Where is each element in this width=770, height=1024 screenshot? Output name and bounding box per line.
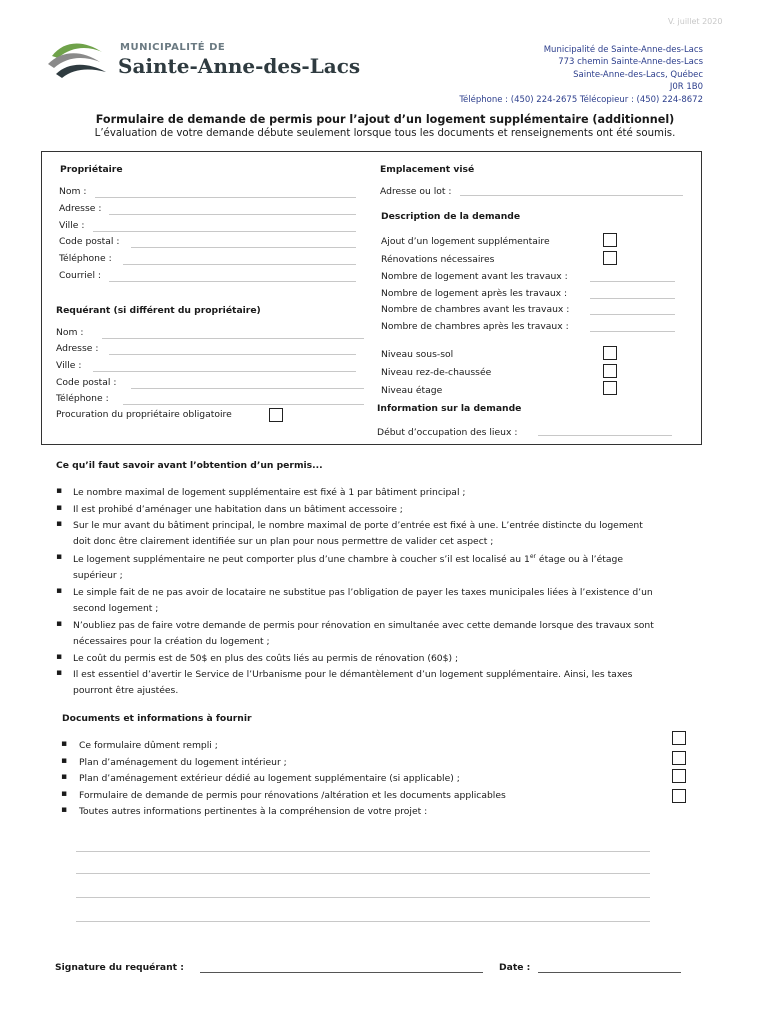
logo-line-1: MUNICIPALITÉ DE [120, 42, 226, 53]
bullet-icon: ▪ [61, 756, 68, 766]
bullet-icon: ▪ [56, 486, 63, 496]
signature-field[interactable] [200, 972, 483, 973]
applicant-proxy-label: Procuration du propriétaire obligatoire [56, 409, 232, 420]
owner-address-label: Adresse : [59, 203, 102, 214]
ground-checkbox[interactable] [603, 364, 617, 378]
doc-checkbox-3[interactable] [672, 769, 686, 783]
know-item: N’oubliez pas de faire votre demande de permis pour rénovation en simultanée avec cette demande lorsque des travaux sont [73, 620, 654, 631]
applicant-city-field[interactable] [93, 371, 356, 372]
notes-line-4[interactable] [76, 921, 650, 922]
form-subtitle: L’évaluation de votre demande débute seulement lorsque tous les documents et renseignements ont été soumis. [94, 128, 676, 139]
start-date-field[interactable] [538, 435, 672, 436]
applicant-phone-field[interactable] [123, 404, 364, 405]
know-item-cont: nécessaires pour la création du logement ; [73, 636, 270, 647]
add-unit-label: Ajout d’un logement supplémentaire [381, 236, 550, 247]
bullet-icon: ▪ [56, 668, 63, 678]
owner-name-field[interactable] [95, 197, 356, 198]
owner-postal-field[interactable] [131, 247, 356, 248]
date-label: Date : [499, 962, 531, 973]
doc-item: Plan d’aménagement extérieur dédié au logement supplémentaire (si applicable) ; [79, 773, 460, 784]
address-line-1: Municipalité de Sainte-Anne-des-Lacs [543, 45, 703, 55]
applicant-name-field[interactable] [102, 338, 364, 339]
notes-line-1[interactable] [76, 851, 650, 852]
address-line-5: Téléphone : (450) 224-2675 Télécopieur : (450) 224-8672 [459, 94, 703, 105]
owner-name-label: Nom : [59, 186, 87, 197]
applicant-postal-field[interactable] [131, 388, 364, 389]
location-address-label: Adresse ou lot : [380, 186, 452, 197]
owner-city-field[interactable] [93, 231, 356, 232]
units-after-field[interactable] [590, 298, 675, 299]
know-item: Il est prohibé d’aménager une habitation dans un bâtiment accessoire ; [73, 504, 403, 515]
owner-phone-field[interactable] [123, 264, 356, 265]
doc-item: Toutes autres informations pertinentes à la compréhension de votre projet : [79, 806, 428, 817]
doc-item: Plan d’aménagement du logement intérieur ; [79, 757, 287, 768]
description-heading: Description de la demande [381, 211, 521, 222]
owner-address-field[interactable] [109, 214, 356, 215]
bullet-icon: ▪ [56, 586, 63, 596]
doc-item: Formulaire de demande de permis pour rénovations /altération et les documents applicables [79, 790, 506, 801]
superscript: er [529, 553, 536, 560]
renovations-checkbox[interactable] [603, 251, 617, 265]
bullet-icon: ▪ [56, 519, 63, 529]
know-item: Le simple fait de ne pas avoir de locataire ne substitue pas l’obligation de payer les taxes municipales liées à l’existence d’un [73, 587, 653, 598]
know-item: Sur le mur avant du bâtiment principal, le nombre maximal de porte d’entrée est fixé à une. L’entrée distincte du logement [73, 520, 643, 531]
location-heading: Emplacement visé [380, 164, 475, 175]
municipality-logo [44, 38, 384, 84]
know-heading: Ce qu’il faut savoir avant l’obtention d’un permis... [56, 460, 323, 471]
owner-phone-label: Téléphone : [59, 253, 112, 264]
proxy-checkbox[interactable] [269, 408, 283, 422]
owner-heading: Propriétaire [60, 164, 123, 175]
know-item-cont: pourront être ajustées. [73, 685, 179, 696]
notes-line-2[interactable] [76, 873, 650, 874]
address-line-2: 773 chemin Sainte-Anne-des-Lacs [558, 57, 703, 68]
know-item-cont: second logement ; [73, 603, 159, 614]
units-after-label: Nombre de logement après les travaux : [381, 288, 568, 299]
address-line-4: J0R 1B0 [669, 82, 703, 93]
know-item [73, 553, 623, 565]
renovations-label: Rénovations nécessaires [381, 254, 495, 265]
applicant-heading: Requérant (si différent du propriétaire) [56, 305, 261, 316]
bullet-icon: ▪ [56, 619, 63, 629]
basement-checkbox[interactable] [603, 346, 617, 360]
rooms-before-field[interactable] [590, 314, 675, 315]
applicant-postal-label: Code postal : [56, 377, 117, 388]
applicant-phone-label: Téléphone : [56, 393, 109, 404]
bullet-icon: ▪ [56, 503, 63, 513]
doc-item: Ce formulaire dûment rempli ; [79, 740, 218, 751]
add-unit-checkbox[interactable] [603, 233, 617, 247]
know-item-cont: supérieur ; [73, 570, 123, 581]
applicant-address-label: Adresse : [56, 343, 99, 354]
address-line-3: Sainte-Anne-des-Lacs, Québec [573, 69, 703, 80]
owner-postal-label: Code postal : [59, 236, 120, 247]
form-title: Formulaire de demande de permis pour l’ajout d’un logement supplémentaire (additionnel) [95, 113, 675, 126]
applicant-name-label: Nom : [56, 327, 84, 338]
start-date-label: Début d’occupation des lieux : [377, 427, 518, 438]
know-item-part: étage ou à l’étage [536, 554, 623, 566]
location-address-field[interactable] [460, 195, 683, 196]
units-before-label: Nombre de logement avant les travaux : [381, 271, 568, 282]
owner-email-field[interactable] [109, 281, 356, 282]
docs-heading: Documents et informations à fournir [62, 713, 252, 724]
know-item: Le coût du permis est de 50$ en plus des coûts liés au permis de rénovation (60$) ; [73, 653, 459, 664]
municipality-address [459, 44, 703, 106]
doc-checkbox-1[interactable] [672, 731, 686, 745]
floor-checkbox[interactable] [603, 381, 617, 395]
bullet-icon: ▪ [56, 552, 63, 562]
rooms-before-label: Nombre de chambres avant les travaux : [381, 304, 570, 315]
rooms-after-label: Nombre de chambres après les travaux : [381, 321, 569, 332]
bullet-icon: ▪ [61, 739, 68, 749]
units-before-field[interactable] [590, 281, 675, 282]
bullet-icon: ▪ [56, 652, 63, 662]
bullet-icon: ▪ [61, 772, 68, 782]
bullet-icon: ▪ [61, 789, 68, 799]
know-item-part: Le logement supplémentaire ne peut comporter plus d’une chambre à coucher s’il est localisé au 1 [73, 554, 530, 566]
doc-checkbox-2[interactable] [672, 751, 686, 765]
ground-label: Niveau rez-de-chaussée [381, 367, 492, 378]
wave-logo-icon [44, 38, 110, 80]
know-item: Le nombre maximal de logement supplémentaire est fixé à 1 par bâtiment principal ; [73, 487, 466, 498]
applicant-address-field[interactable] [109, 354, 356, 355]
bullet-icon: ▪ [61, 805, 68, 815]
know-item: Il est essentiel d’avertir le Service de l’Urbanisme pour le démantèlement d’un logement supplémentaire. Ainsi, les taxes [73, 669, 633, 680]
rooms-after-field[interactable] [590, 331, 675, 332]
know-item-cont: doit donc être clairement identifiée sur un plan pour nous permettre de valider cet aspect ; [73, 536, 494, 547]
owner-email-label: Courriel : [59, 270, 102, 281]
date-field[interactable] [538, 972, 681, 973]
basement-label: Niveau sous-sol [381, 349, 454, 360]
notes-line-3[interactable] [76, 897, 650, 898]
doc-checkbox-4[interactable] [672, 789, 686, 803]
logo-line-2: Sainte-Anne-des-Lacs [118, 54, 361, 78]
floor-label: Niveau étage [381, 385, 443, 396]
info-heading: Information sur la demande [377, 403, 522, 414]
owner-city-label: Ville : [59, 220, 85, 231]
version-note: V. juillet 2020 [668, 17, 723, 26]
signature-label: Signature du requérant : [55, 962, 184, 973]
applicant-city-label: Ville : [56, 360, 82, 371]
